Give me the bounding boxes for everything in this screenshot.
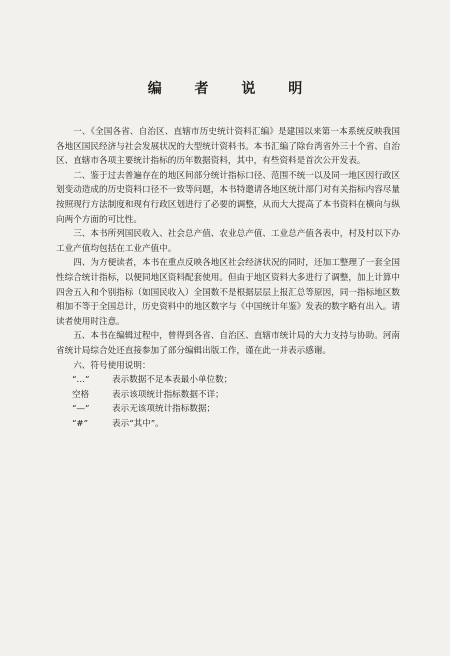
paragraph-6: 六、符号使用说明：	[73, 360, 151, 371]
symbol-item	[56, 373, 400, 388]
symbol-item	[56, 417, 400, 432]
symbol-key: “—”	[72, 404, 90, 415]
paragraph-1: 一、《全国各省、自治区、直辖市历史统计资料汇编》是建国以来第一本系统反映我国各地区国民经济与社会发展状况的大型统计资料书。本书汇编了除台湾省外三十个省、自治区、直辖市各项主要统计指标的历年数据资料，其中，有些资料是首次公开发表。	[56, 127, 400, 167]
paragraph-4: 四、为方便读者，本书在重点反映各地区社会经济状况的同时，还加工整理了一套全国性综合统计指标，以便同地区资料配套使用。但由于地区资料大多进行了调整，加上计算中四舍五入和个别指标（如国民收入）全国数不是根据层层上报汇总等原因，同一指标地区数相加不等于全国总计，历史资料中的地区数字与《中国统计年鉴》发表的数字略有出入。请读者使用时注意。	[56, 258, 400, 327]
paragraph-2: 二、鉴于过去普遍存在的地区间部分统计指标口径、范围不统一以及同一地区因行政区划变动造成的历史资料口径不一致等问题，本书特邀请各地区统计部门对有关指标内容尽量按照现行方法制度和现有行政区划进行了必要的调整，从而大大提高了本书资料在横向与纵向两个方面的可比性。	[56, 170, 400, 225]
paragraph-5: 五、本书在编辑过程中，曾得到各省、自治区、直辖市统计局的大力支持与协助。河南省统计局综合处还直接参加了部分编辑出版工作，谨在此一并表示感谢。	[56, 331, 400, 356]
symbol-item	[56, 388, 400, 403]
symbol-key: “…”	[72, 375, 90, 386]
paragraph-3: 三、本书所列国民收入、社会总产值、农业总产值、工业总产值各表中，村及村以下办工业产值均包括在工业产值中。	[56, 229, 400, 254]
symbol-key: 空格	[72, 389, 90, 400]
symbol-item	[56, 402, 400, 417]
symbol-list	[56, 373, 400, 431]
document-body	[56, 125, 400, 431]
symbol-description: 表示该项统计指标数据不详；	[112, 389, 224, 400]
page-title: 编 者 说 明	[147, 81, 317, 97]
symbol-description: 表示无该项统计指标数据；	[112, 404, 216, 415]
symbol-description: 表示数据不足本表最小单位数；	[112, 375, 233, 386]
symbol-key: “#”	[72, 418, 88, 429]
symbol-description: 表示“其中”。	[112, 418, 164, 429]
